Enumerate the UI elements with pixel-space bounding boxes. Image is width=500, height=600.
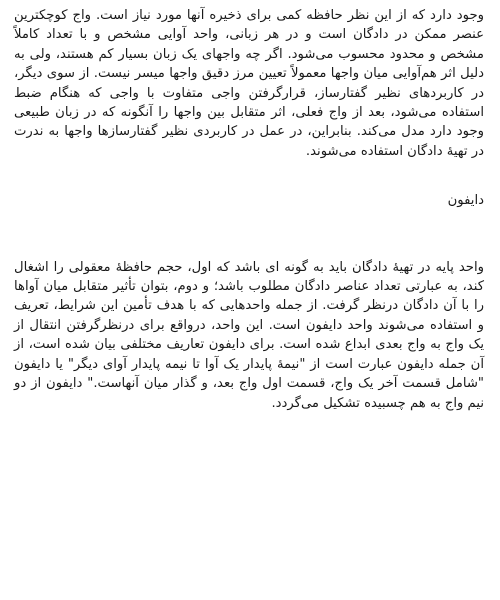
body-paragraph-2: واحد پایه در تهیهٔ دادگان باید به گونه ای باشد که اول، حجم حافظهٔ معقولی را اشغال کند، به عبارتی تعداد عناصر دادگان مطلوب باشد؛ و دوم، بتوان تأثیر متقابل میان آواها را با آن دادگان درنظر گرفت. از جمله واحدهایی که با هدف تأمین این شرایط، تعریف و استفاده می‌شوند واحد دایفون است. این واحد، درواقع برای درنظرگرفتن انتقال از یک واج به واج بعدی ابداع شده است. برای دایفون تعاریف مختلفی بیان شده است، از آن جمله دایفون عبارت است از "نیمهٔ پایدار یک آوا تا نیمه پایدار آوای دیگر" یا دایفون "شامل قسمت آخر یک واج، قسمت اول واج بعد، و گذار میان آنهاست." دایفون از دو نیم واج به هم چسبیده تشکیل می‌گردد.	[14, 259, 484, 411]
section-heading-diphone: دایفون	[447, 193, 484, 209]
body-paragraph-1: وجود دارد که از این نظر حافظه کمی برای ذخیره آنها مورد نیاز است. واج کوچکترین عنصر ممکن در دادگان است و در هر زبانی، واحد آوایی مشخص و با تعداد کاملاً مشخص و محدود محسوب می‌شود. اگر چه واجهای یک زبان بسیار کم هستند، ولی به دلیل اثر هم‌آوایی میان واجها معمولاً تعیین مرز دقیق واجها میسر نیست. از سوی دیگر، در کاربردهای نظیر گفتارساز، قرارگرفتن واجی متفاوت با واجی که هنگام ضبط استفاده می‌شود، بعد از واج فعلی، اثر متقابل بین واجها را آنگونه که در زبان طبیعی وجود دارد مدل می‌کند. بنابراین، در عمل در کاربردی نظیر گفتارسازها واجها به ندرت در تهیهٔ دادگان استفاده می‌شوند.	[14, 8, 484, 159]
